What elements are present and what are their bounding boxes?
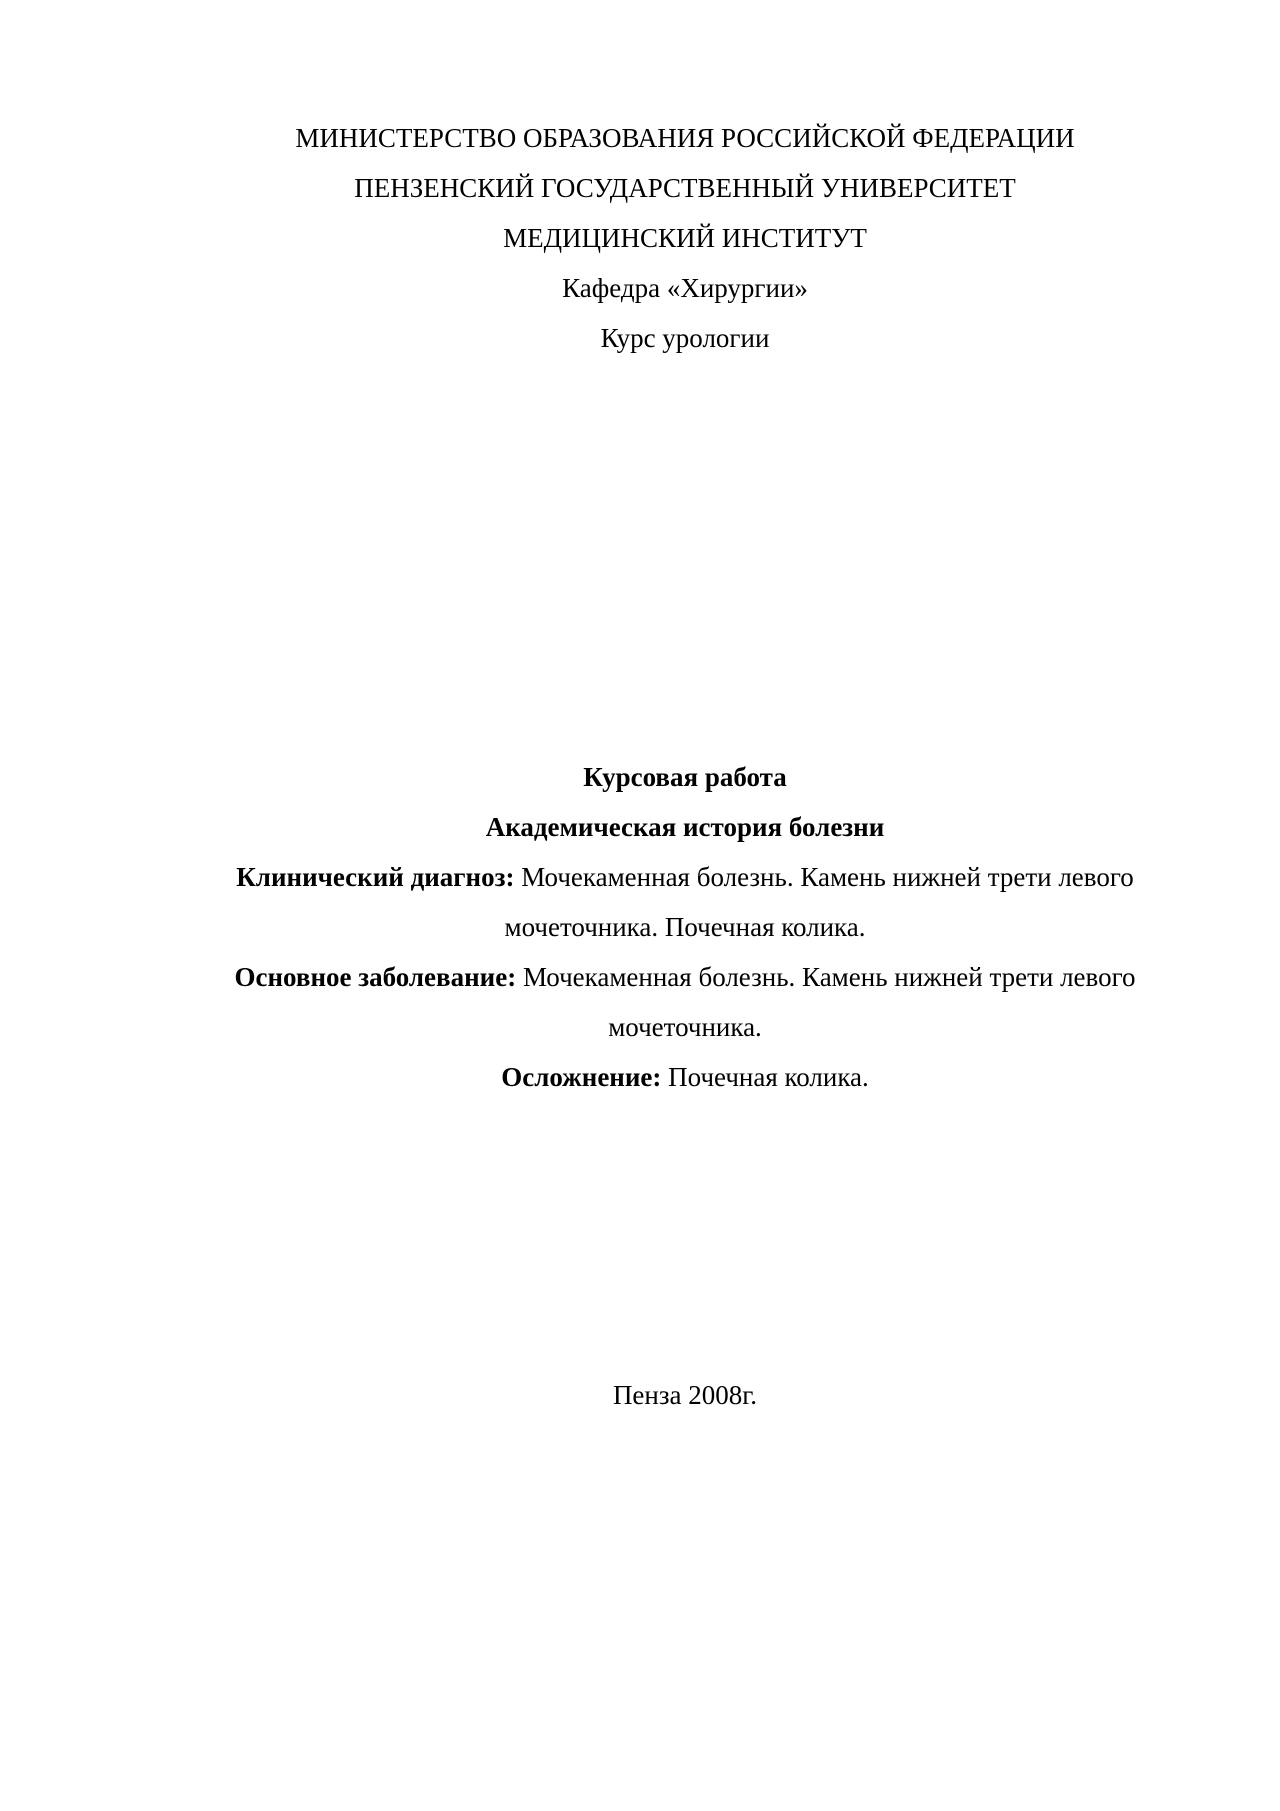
ministry-name: МИНИСТЕРСТВО ОБРАЗОВАНИЯ РОССИЙСКОЙ ФЕДЕРАЦИИ: [295, 123, 1075, 153]
title-page-header: [170, 113, 1200, 363]
main-disease-text: Мочекаменная болезнь. Камень нижней трети левого мочеточника.: [516, 962, 1136, 1042]
complication-label: Осложнение:: [501, 1062, 662, 1092]
title-page-main: [170, 752, 1200, 1102]
institute-name: МЕДИЦИНСКИЙ ИНСТИТУТ: [503, 223, 867, 253]
title-page-footer: [170, 1370, 1200, 1420]
course-name: Курс урологии: [600, 323, 770, 353]
clinical-diagnosis-label: Клинический диагноз:: [236, 862, 515, 892]
complication: [170, 1052, 1200, 1102]
clinical-diagnosis-text: Мочекаменная болезнь. Камень нижней трети левого мочеточника. Почечная колика.: [504, 862, 1134, 942]
work-type: Курсовая работа: [583, 762, 787, 792]
main-disease: [170, 952, 1200, 1052]
main-disease-label: Основное заболевание:: [234, 962, 517, 992]
university-name: ПЕНЗЕНСКИЙ ГОСУДАРСТВЕННЫЙ УНИВЕРСИТЕТ: [354, 173, 1016, 203]
clinical-diagnosis: [170, 852, 1200, 952]
complication-text: Почечная колика.: [661, 1062, 869, 1092]
city-year: Пенза 2008г.: [612, 1380, 758, 1410]
work-title: Академическая история болезни: [485, 812, 885, 842]
department-name: Кафедра «Хирургии»: [562, 273, 808, 303]
